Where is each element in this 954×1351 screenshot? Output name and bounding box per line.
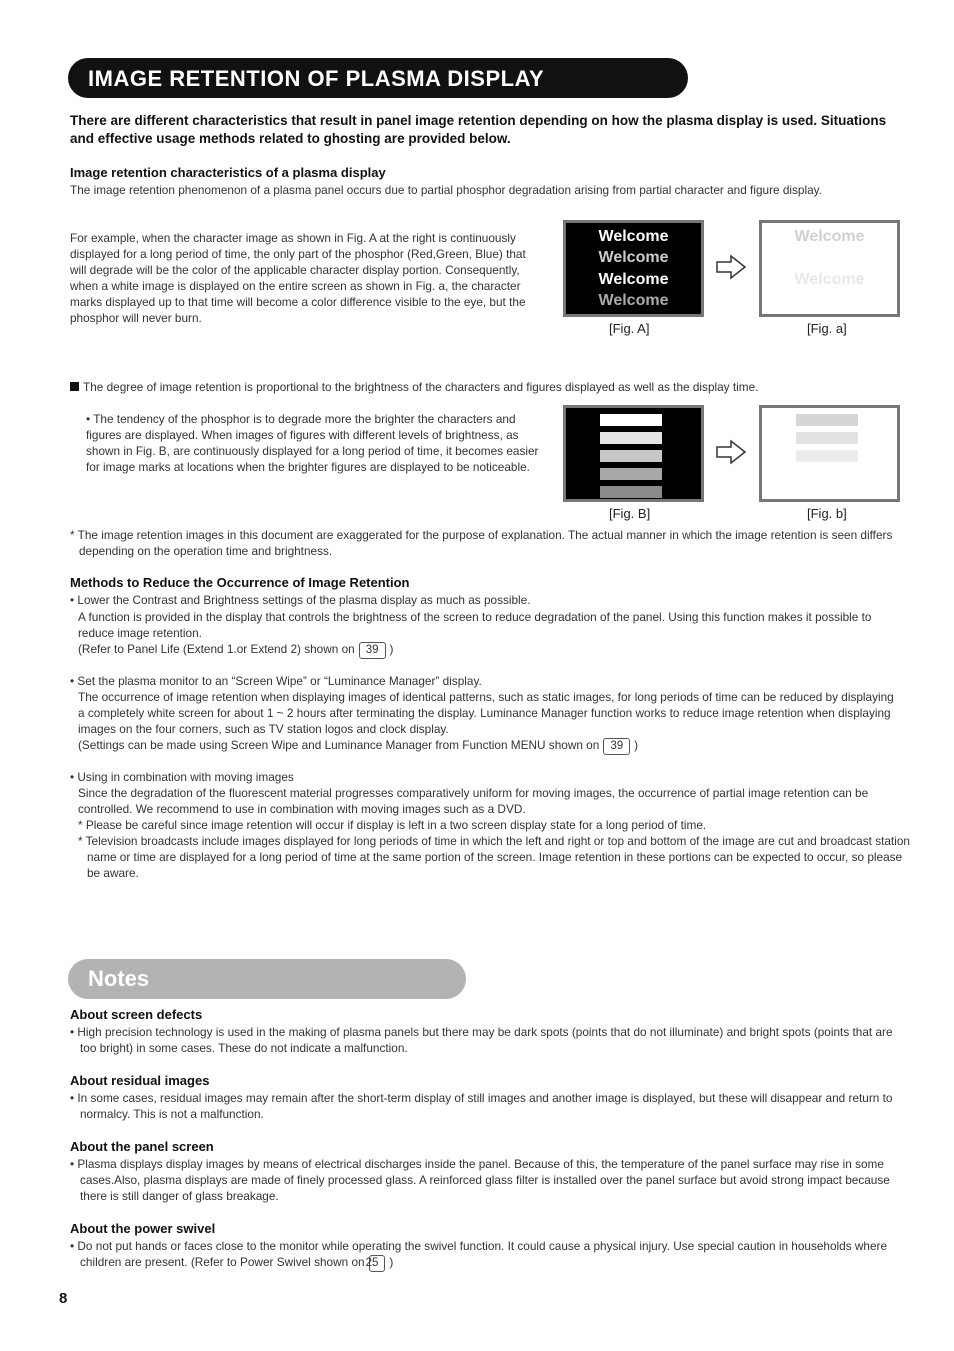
method-2-bullet: • Set the plasma monitor to an “Screen Wipe” or “Luminance Manager” display. [70, 674, 482, 688]
panel-text: • Plasma displays display images by means of electrical discharges inside the panel. Because of this, the temperature of the panel surface may rise in some cases.Also, plasma displays are made of finely processed glass. A reinforced glass filter is installed over the panel surface but avoid strong impact because there is still danger of glass breakage. [70, 1157, 890, 1203]
method-1-ref [78, 641, 903, 659]
method-2-text: The occurrence of image retention when displaying images of identical patterns, such as static images, for long periods of time can be reduced by displaying a completely white screen for about 1 ~ 2 hours after terminating the display. Luminance Manager function works to reduce image retention when displaying images on the four corners, such as TV station logos and clock display. [78, 690, 894, 736]
defects-text: • High precision technology is used in the making of plasma panels but there may be dark spots (points that do not illuminate) and bright spots (points that are too bright) in some cases. These do not indicate a malfunction. [70, 1025, 893, 1055]
method-3-text: Since the degradation of the fluorescent material progresses comparatively uniform for moving images, the occurrence of partial image retention can be controlled. We recommend to use in combination with moving images such as a DVD. [78, 786, 869, 816]
fig-b-ghost-bar-2 [796, 432, 858, 444]
fig-a-line-1: Welcome [598, 228, 669, 245]
tendency-text: • The tendency of the phosphor is to degrade more the brighter the characters and figures are displayed. When images of figures with different levels of brightness, as shown in Fig. B, are continuously displayed for a long period of time, it becomes easier for image marks at locations when the brighter figures are displayed to be noticeable. [86, 412, 539, 474]
fig-B-caption: [Fig. B] [609, 506, 651, 521]
residual-heading: About residual images [70, 1073, 210, 1088]
degree-note-text: The degree of image retention is proportional to the brightness of the characters and figures displayed as well as the display time. [83, 380, 759, 394]
fig-a-line-2: Welcome [598, 249, 669, 266]
fig-b-ghost-bar-3 [796, 450, 858, 462]
fig-a-caption: [Fig. a] [807, 321, 847, 336]
fig-b-light-screen [759, 405, 900, 502]
arrow-right-icon [715, 439, 747, 465]
fig-a-line-4: Welcome [598, 292, 669, 309]
fig-a-line-3: Welcome [598, 271, 669, 288]
page-title: IMAGE RETENTION OF PLASMA DISPLAY [88, 66, 545, 91]
fig-b-bar-2 [600, 432, 662, 444]
fig-b-ghost-bar-1 [796, 414, 858, 426]
residual-text: • In some cases, residual images may remain after the short-term display of still images and another image is displayed, but these will disappear and return to normalcy. This is not a malfunction. [70, 1091, 893, 1121]
swivel-heading: About the power swivel [70, 1221, 216, 1236]
square-bullet-icon [70, 382, 79, 391]
swivel-ref-close: ) [389, 1255, 394, 1269]
method-1-ref-text: (Refer to Panel Life (Extend 1.or Extend 2) shown on [78, 642, 355, 656]
fig-b-bar-1 [600, 414, 662, 426]
page-ref-25[interactable]: 25 [369, 1255, 386, 1272]
methods-heading: Methods to Reduce the Occurrence of Image Retention [70, 575, 410, 590]
method-2-ref [78, 737, 903, 755]
defects-heading: About screen defects [70, 1007, 203, 1022]
fig-a-light-screen [759, 220, 900, 317]
swivel-text-body: • Do not put hands or faces close to the monitor while operating the swivel function. It could cause a physical injury. Use special caution in households where children are present. (Refer to Power Swivel shown on [70, 1239, 888, 1269]
characteristics-text: The image retention phenomenon of a plasma panel occurs due to partial phosphor degradation arising from partial character and figure display. [70, 183, 822, 197]
intro-text: There are different characteristics that result in panel image retention depending on how the plasma display is used. Situations and effective usage methods related to ghosting are provided below. [70, 113, 887, 146]
method-2-ref-text: (Settings can be made using Screen Wipe and Luminance Manager from Function MENU shown on [78, 738, 600, 752]
fig-a-dark-screen [563, 220, 704, 317]
example-text: For example, when the character image as shown in Fig. A at the right is continuously displayed for a long period of time, the only part of the phosphor (Red,Green, Blue) that will degrade will be the color of the applicable character display portion. Consequently, when a white image is displayed on the entire screen as shown in Fig. a, the character marks displayed up to that time will become a color difference visible to the eye, but the phosphor will never burn. [70, 231, 526, 325]
notes-banner [68, 959, 466, 999]
fig-b-bar-4 [600, 468, 662, 480]
method-3-bullet: • Using in combination with moving images [70, 770, 294, 784]
page-number: 8 [59, 1290, 68, 1307]
characteristics-heading: Image retention characteristics of a plasma display [70, 165, 386, 180]
fig-b-bar-3 [600, 450, 662, 462]
fig-b-dark-screen [563, 405, 704, 502]
degree-note [70, 379, 900, 395]
method-2-ref-close: ) [634, 738, 639, 752]
method-3-note-2: * Television broadcasts include images displayed for long periods of time in which the left and right or top and bottom of the image are cut and broadcast station name or time are displayed for a long period of time at the same portion of the screen. Image retention in these portions can be expected to occur, so please be aware. [78, 834, 910, 880]
fig-b-bar-5 [600, 486, 662, 498]
panel-heading: About the panel screen [70, 1139, 214, 1154]
title-banner [68, 58, 688, 98]
swivel-text [70, 1238, 910, 1272]
method-1-bullet: • Lower the Contrast and Brightness settings of the plasma display as much as possible. [70, 593, 531, 607]
method-1-text: A function is provided in the display that controls the brightness of the screen to reduce degradation of the panel. Using this function makes it possible to reduce image retention. [78, 610, 872, 640]
method-3-note-1: * Please be careful since image retention will occur if display is left in a two screen display state for a long period of time. [78, 818, 707, 832]
notes-title: Notes [88, 966, 150, 991]
page-ref-39[interactable]: 39 [603, 738, 630, 755]
method-1-ref-close: ) [389, 642, 394, 656]
fig-a-ghost-line-1: Welcome [794, 228, 865, 245]
fig-b-caption: [Fig. b] [807, 506, 847, 521]
arrow-right-icon [715, 254, 747, 280]
fig-A-caption: [Fig. A] [609, 321, 650, 336]
page-ref-39[interactable]: 39 [359, 642, 386, 659]
exaggerated-note: * The image retention images in this document are exaggerated for the purpose of explanation. The actual manner in which the image retention is seen differs depending on the operation time and brightness. [70, 528, 893, 558]
fig-a-ghost-line-2: Welcome [794, 271, 865, 288]
